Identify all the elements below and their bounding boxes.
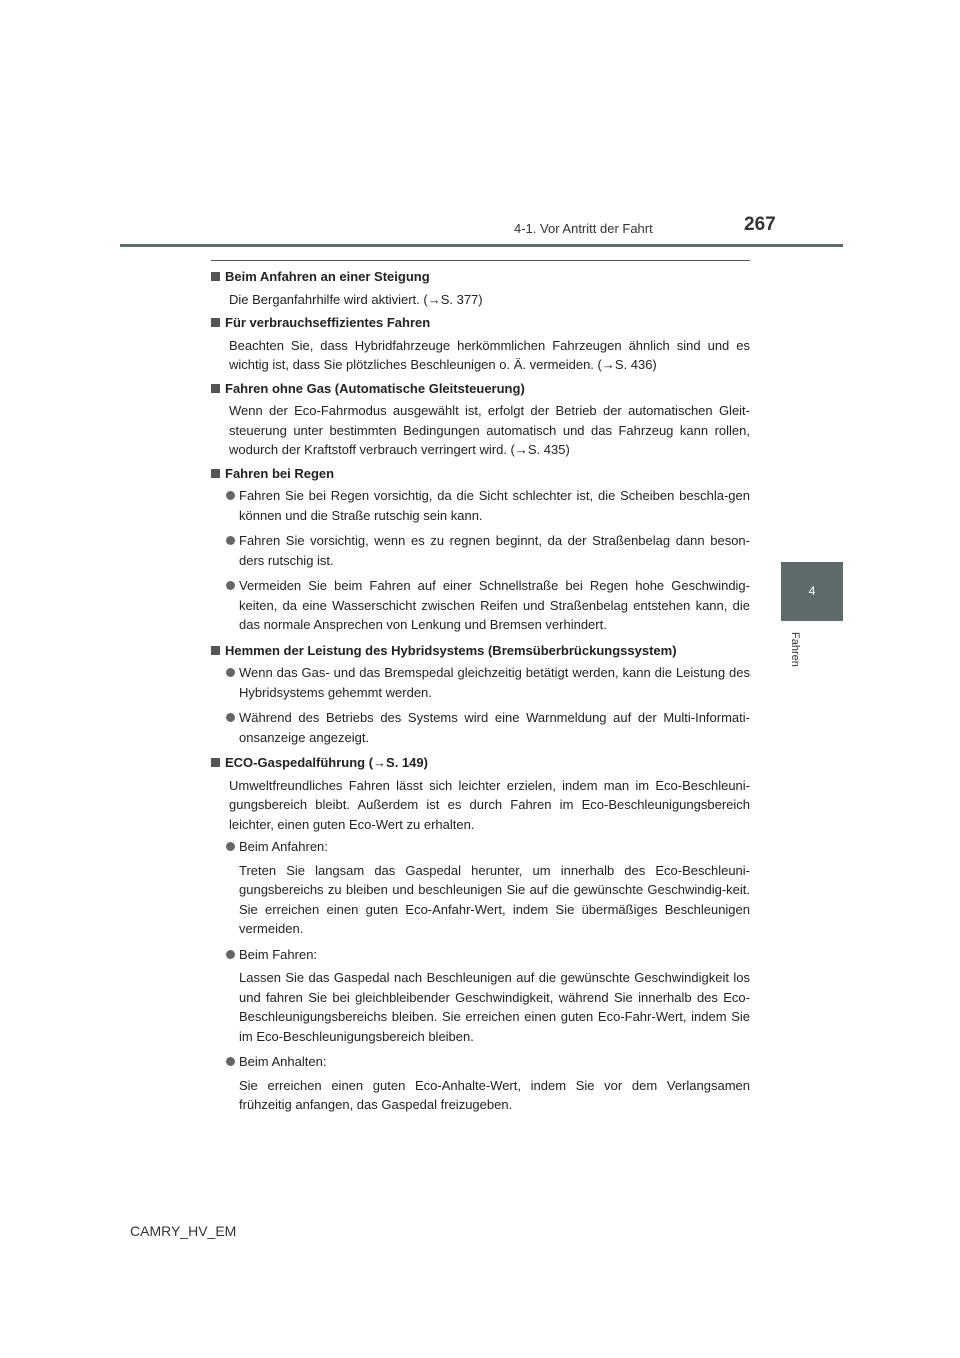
circle-bullet-icon xyxy=(226,668,235,677)
section-title-text: Beim Anfahren an einer Steigung xyxy=(225,269,430,284)
main-content xyxy=(211,267,750,1121)
list-item-body: Lassen Sie das Gaspedal nach Beschleunigen auf die gewünschte Geschwindigkeit los und fahren Sie bei gleichbleibender Geschwindigkeit, während Sie innerhalb des Eco-Beschleunigungsbereichs bleiben. Sie erreichen einen guten Eco-Fahr-Wert, indem Sie im Eco-Beschleunigungsbereich bleiben. xyxy=(239,970,750,1044)
section-title xyxy=(211,641,750,661)
list-item xyxy=(211,1052,750,1072)
section-title xyxy=(211,313,750,333)
section xyxy=(211,641,750,748)
section-title-text: Fahren ohne Gas (Automatische Gleitsteuerung) xyxy=(225,380,525,396)
section xyxy=(211,753,750,1115)
document-code: CAMRY_HV_EM xyxy=(130,1223,237,1239)
list-item-body: Treten Sie langsam das Gaspedal herunter, um innerhalb des Eco-Beschleuni-gungsbereichs zu bleiben und beschleunigen Sie auf die gewünschte Geschwindig-keit. Sie erreichen einen guten Eco-Anfahr-Wert, indem Sie übermäßiges Beschleunigen vermeiden. xyxy=(239,862,750,936)
content-divider xyxy=(211,260,750,261)
section xyxy=(211,267,750,309)
header-divider xyxy=(120,244,843,247)
list-item-text: Beim Fahren: xyxy=(239,946,318,962)
paragraph: Beachten Sie, dass Hybridfahrzeuge herkömmlichen Fahrzeugen ähnlich sind und es wichtig ist, dass Sie plötzliches Beschleunigen o. Ä. vermeiden. (→S. 436) xyxy=(229,337,750,372)
square-bullet-icon xyxy=(211,318,220,327)
section-title xyxy=(211,267,750,287)
section xyxy=(211,379,750,460)
list-item-text: Fahren Sie vorsichtig, wenn es zu regnen beginnt, da der Straßenbelag dann beson-ders rutschig ist. xyxy=(239,533,750,568)
list-item xyxy=(211,663,750,702)
circle-bullet-icon xyxy=(226,842,235,851)
list-item xyxy=(211,576,750,635)
list-item-text: Beim Anfahren: xyxy=(239,839,328,854)
section xyxy=(211,313,750,375)
chapter-label: Fahren xyxy=(789,631,801,667)
circle-bullet-icon xyxy=(226,536,235,545)
paragraph: Wenn der Eco-Fahrmodus ausgewählt ist, erfolgt der Betrieb der automatischen Gleit-steuerung unter bestimmten Bedingungen automatisch und das Fahrzeug kann rollen, wodurch der Kraftstoff verbrauch verringert wird. (→S. 435) xyxy=(229,403,750,457)
circle-bullet-icon xyxy=(226,950,235,959)
section-title xyxy=(211,379,750,399)
list-item-text: Fahren Sie bei Regen vorsichtig, da die Sicht schlechter ist, die Scheiben beschla-gen können und die Straße rutschig sein kann. xyxy=(239,488,750,523)
section-title xyxy=(211,753,750,773)
header-section-title: 4-1. Vor Antritt der Fahrt xyxy=(514,221,653,236)
list-item xyxy=(211,837,750,857)
square-bullet-icon xyxy=(211,646,220,655)
list-item-text: Vermeiden Sie beim Fahren auf einer Schnellstraße bei Regen hohe Geschwindig-keiten, da eine Wasserschicht zwischen Reifen und Straßenbelag entstehen kann, die das normale Ansprechen von Lenkung und Bremsen verhindert. xyxy=(239,578,750,632)
square-bullet-icon xyxy=(211,758,220,767)
square-bullet-icon xyxy=(211,272,220,281)
circle-bullet-icon xyxy=(226,1057,235,1066)
chapter-number: 4 xyxy=(808,584,816,598)
section-title-text: Für verbrauchseffizientes Fahren xyxy=(225,315,431,330)
paragraph: Die Berganfahrhilfe wird aktiviert. (→S. 377) xyxy=(229,291,483,307)
circle-bullet-icon xyxy=(226,713,235,722)
square-bullet-icon xyxy=(211,469,220,478)
section-title-text: Hemmen der Leistung des Hybridsystems (Bremsüberbrückungssystem) xyxy=(225,642,677,658)
section-title-text: Fahren bei Regen xyxy=(225,465,335,481)
circle-bullet-icon xyxy=(226,491,235,500)
list-item-text: Beim Anhalten: xyxy=(239,1054,327,1069)
list-item-text: Während des Betriebs des Systems wird eine Warnmeldung auf der Multi-Informati-onsanzeige angezeigt. xyxy=(239,710,750,745)
list-item xyxy=(211,945,750,965)
page-number: 267 xyxy=(744,214,776,235)
list-item-body: Sie erreichen einen guten Eco-Anhalte-Wert, indem Sie vor dem Verlangsamen frühzeitig anfangen, das Gaspedal freizugeben. xyxy=(239,1077,750,1112)
list-item xyxy=(211,708,750,747)
list-item-text: Wenn das Gas- und das Bremspedal gleichzeitig betätigt werden, kann die Leistung des Hybridsystems gehemmt werden. xyxy=(239,665,750,700)
circle-bullet-icon xyxy=(226,581,235,590)
section-title xyxy=(211,464,750,484)
paragraph: Umweltfreundliches Fahren lässt sich leichter erzielen, indem man im Eco-Beschleuni-gungsbereich bleibt. Außerdem ist es durch Fahren im Eco-Beschleunigungsbereich leichter, einen guten Eco-Wert zu erhalten. xyxy=(229,777,750,832)
list-item xyxy=(211,486,750,525)
list-item xyxy=(211,531,750,570)
section-title-text: ECO-Gaspedalführung (→S. 149) xyxy=(225,755,428,770)
square-bullet-icon xyxy=(211,384,220,393)
section xyxy=(211,464,750,635)
chapter-tab xyxy=(781,562,843,621)
